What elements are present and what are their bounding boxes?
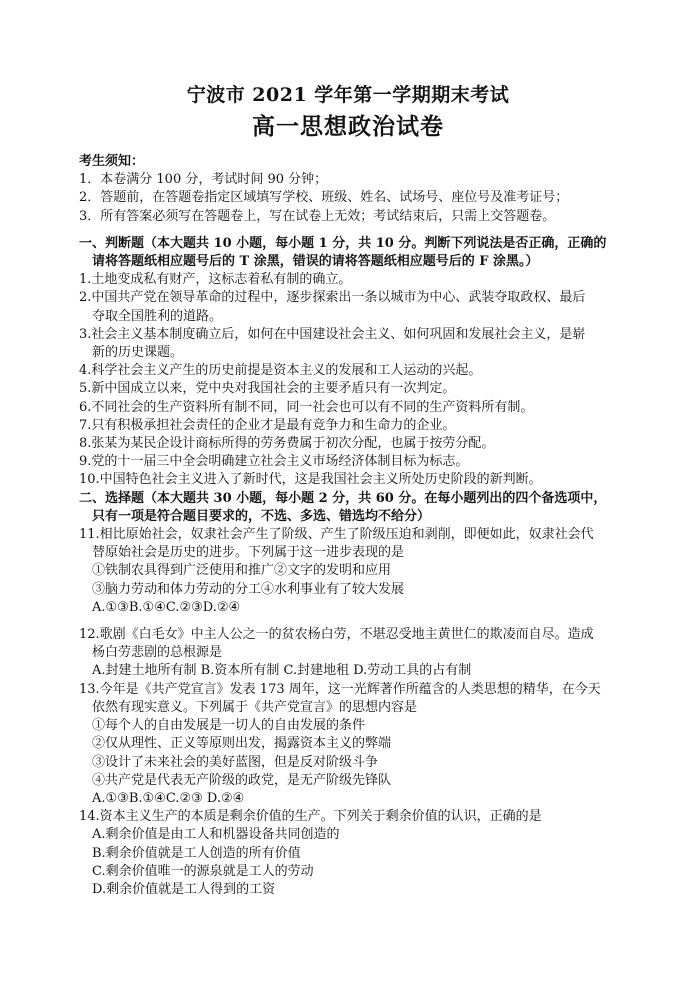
question-6: 6.不同社会的生产资料所有制不同，同一社会也可以有不同的生产资料所有制。 (79, 399, 534, 415)
exam-title: 宁波市 2021 学年第一学期期末考试 (186, 84, 510, 106)
section1-heading-cont: 请将答题纸相应题号后的 T 涂黑，错误的请将答题纸相应题号后的 F 涂黑。） (92, 254, 539, 270)
question-9: 9.党的十一届三中全会明确建立社会主义市场经济体制目标为标志。 (79, 454, 469, 470)
notice-heading: 考生须知： (79, 154, 145, 169)
question-14-option-b: B.剩余价值就是工人创造的所有价值 (92, 845, 301, 861)
question-13-option: ②仅从理性、正义等原则出发，揭露资本主义的弊端 (92, 736, 392, 752)
question-7: 7.只有积极承担社会责任的企业才是最有竞争力和生命力的企业。 (79, 417, 456, 433)
question-14-option-a: A.剩余价值是由工人和机器设备共同创造的 (92, 827, 340, 843)
question-13-answers: A.①③B.①④C.②③ D.②④ (92, 790, 245, 806)
question-11-cont: 替原始社会是历史的进步。下列属于这一进步表现的是 (92, 545, 405, 561)
question-14-option-d: D.剩余价值就是工人得到的工资 (92, 881, 276, 897)
exam-subtitle: 高一思想政治试卷 (252, 113, 444, 140)
question-14-option-c: C.剩余价值唯一的源泉就是工人的劳动 (92, 863, 314, 879)
question-11-answers: A.①③B.①④C.②③D.②④ (92, 599, 241, 615)
question-10: 10.中国特色社会主义进入了新时代，这是我国社会主义所处历史阶段的新判断。 (79, 472, 542, 488)
question-12-cont: 杨白劳悲剧的总根源是 (92, 645, 223, 661)
section2-heading-cont: 只有一项是符合题目要求的，不选、多选、错选均不给分） (92, 508, 431, 524)
question-2: 2.中国共产党在领导革命的过程中，逐步探索出一条以城市为中心、武装夺取政权、最后 (79, 290, 586, 306)
question-11-options: ③脑力劳动和体力劳动的分工④水利事业有了较大发展 (92, 581, 405, 597)
exam-body (79, 153, 627, 899)
notice-item: 3．所有答案必须写在答题卷上，写在试卷上无效；考试结束后，只需上交答题卷。 (79, 208, 556, 224)
question-12: 12.歌剧《白毛女》中主人公之一的贫农杨白劳，不堪忍受地主黄世仁的欺凌而自尽。造成 (79, 627, 594, 643)
question-13-option: ③设计了未来社会的美好蓝图，但是反对阶级斗争 (92, 754, 379, 770)
question-2-cont: 夺取全国胜利的道路。 (92, 308, 223, 324)
question-11: 11.相比原始社会，奴隶社会产生了阶级、产生了阶级压迫和剥削，即便如此，奴隶社会代 (79, 527, 594, 543)
question-13-option: ④共产党是代表无产阶级的政党，是无产阶级先锋队 (92, 772, 392, 788)
question-8: 8.张某为某民企设计商标所得的劳务费属于初次分配，也属于按劳分配。 (79, 436, 495, 452)
section1-heading: 一、判断题（本大题共 10 小题，每小题 1 分，共 10 分。判断下列说法是否正确，正确的 (79, 235, 607, 251)
question-4: 4.科学社会主义产生的历史前提是资本主义的发展和工人运动的兴起。 (79, 363, 482, 379)
notice-item: 2．答题前，在答题卷指定区域填写学校、班级、姓名、试场号、座位号及准考证号； (79, 190, 569, 206)
question-13-option: ①每个人的自由发展是一切人的自由发展的条件 (92, 718, 366, 734)
notice-item: 1．本卷满分 100 分，考试时间 90 分钟； (79, 172, 328, 188)
question-11-options: ①铁制农具得到广泛使用和推广②文字的发明和应用 (92, 563, 392, 579)
question-5: 5.新中国成立以来，党中央对我国社会的主要矛盾只有一次判定。 (79, 381, 456, 397)
question-3-cont: 新的历史课题。 (92, 345, 184, 361)
question-13: 13.今年是《共产党宣言》发表 173 周年，这一光辉著作所蕴含的人类思想的精华，在今天 (79, 681, 601, 697)
question-3: 3.社会主义基本制度确立后，如何在中国建设社会主义、如何巩固和发展社会主义，是崭 (79, 326, 586, 342)
question-12-answers: A.封建土地所有制 B.资本所有制 C.封建地租 D.劳动工具的占有制 (92, 663, 472, 679)
section2-heading: 二、选择题（本大题共 30 小题，每小题 2 分，共 60 分。在每小题列出的四个备选项中， (79, 490, 607, 506)
question-13-cont: 依然有现实意义。下列属于《共产党宣言》的思想内容是 (92, 699, 418, 715)
question-1: 1.土地变成私有财产，这标志着私有制的确立。 (79, 272, 352, 288)
question-14: 14.资本主义生产的本质是剩余价值的生产。下列关于剩余价值的认识，正确的是 (79, 809, 542, 825)
